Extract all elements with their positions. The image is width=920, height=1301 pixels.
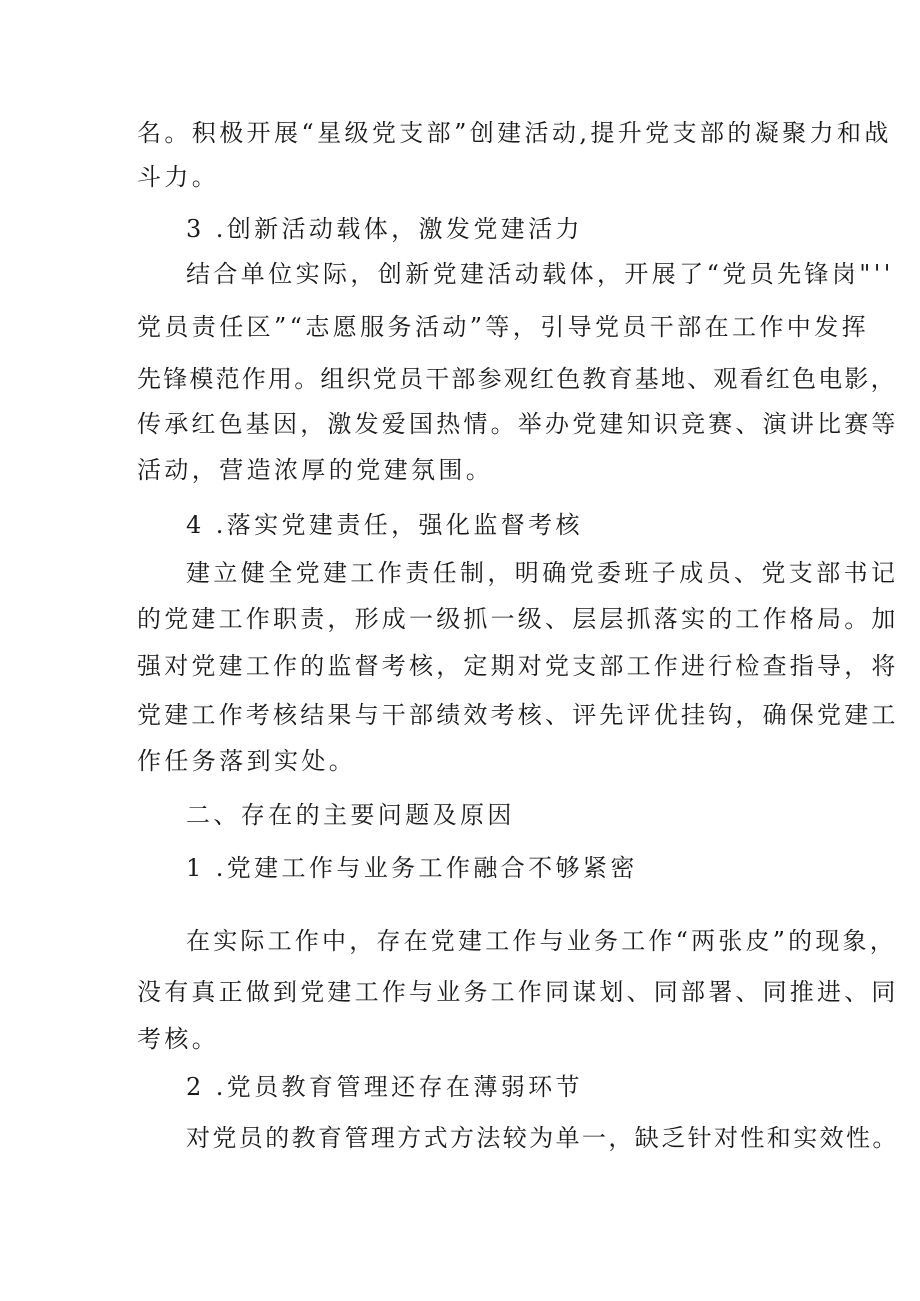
section-heading: 3 .创新活动载体，激发党建活力 [186,215,583,243]
body-text-line: 活动，营造浓厚的党建氛围。 [137,456,494,484]
section-heading: 4 .落实党建责任，强化监督考核 [186,511,583,539]
body-text-line: 作任务落到实处。 [137,747,357,775]
body-text-line: 名。积极开展“星级党支部”创建活动,提升党支部的凝聚力和战 [137,119,892,147]
body-text-line: 先锋模范作用。组织党员干部参观红色教育基地、观看红色电影， [137,365,897,393]
body-text-line: 党建工作考核结果与干部绩效考核、评先评优挂钩，确保党建工 [137,701,899,729]
body-text-line: 党员责任区”“志愿服务活动”等，引导党员干部在工作中发挥 [137,313,870,341]
section-heading: 1 .党建工作与业务工作融合不够紧密 [186,854,638,882]
body-text-line: 斗力。 [137,163,220,191]
body-text-line: 对党员的教育管理方式方法较为单一，缺乏针对性和实效性。 [186,1124,899,1152]
section-heading: 二、存在的主要问题及原因 [186,801,515,829]
body-text-line: 结合单位实际，创新党建活动载体，开展了“党员先锋岗"'' [186,260,894,288]
body-text-line: 建立健全党建工作责任制，明确党委班子成员、党支部书记 [186,559,899,587]
body-text-line: 没有真正做到党建工作与业务工作同谋划、同部署、同推进、同 [137,978,899,1006]
body-text-line: 的党建工作职责，形成一级抓一级、层层抓落实的工作格局。加 [137,605,899,633]
section-heading: 2 .党员教育管理还存在薄弱环节 [186,1073,583,1101]
body-text-line: 强对党建工作的监督考核，定期对党支部工作进行检查指导，将 [137,652,899,680]
body-text-line: 传承红色基因，激发爱国热情。举办党建知识竞赛、演讲比赛等 [137,410,899,438]
body-text-line: 在实际工作中，存在党建工作与业务工作“两张皮”的现象， [186,927,897,955]
body-text-line: 考核。 [137,1025,220,1053]
